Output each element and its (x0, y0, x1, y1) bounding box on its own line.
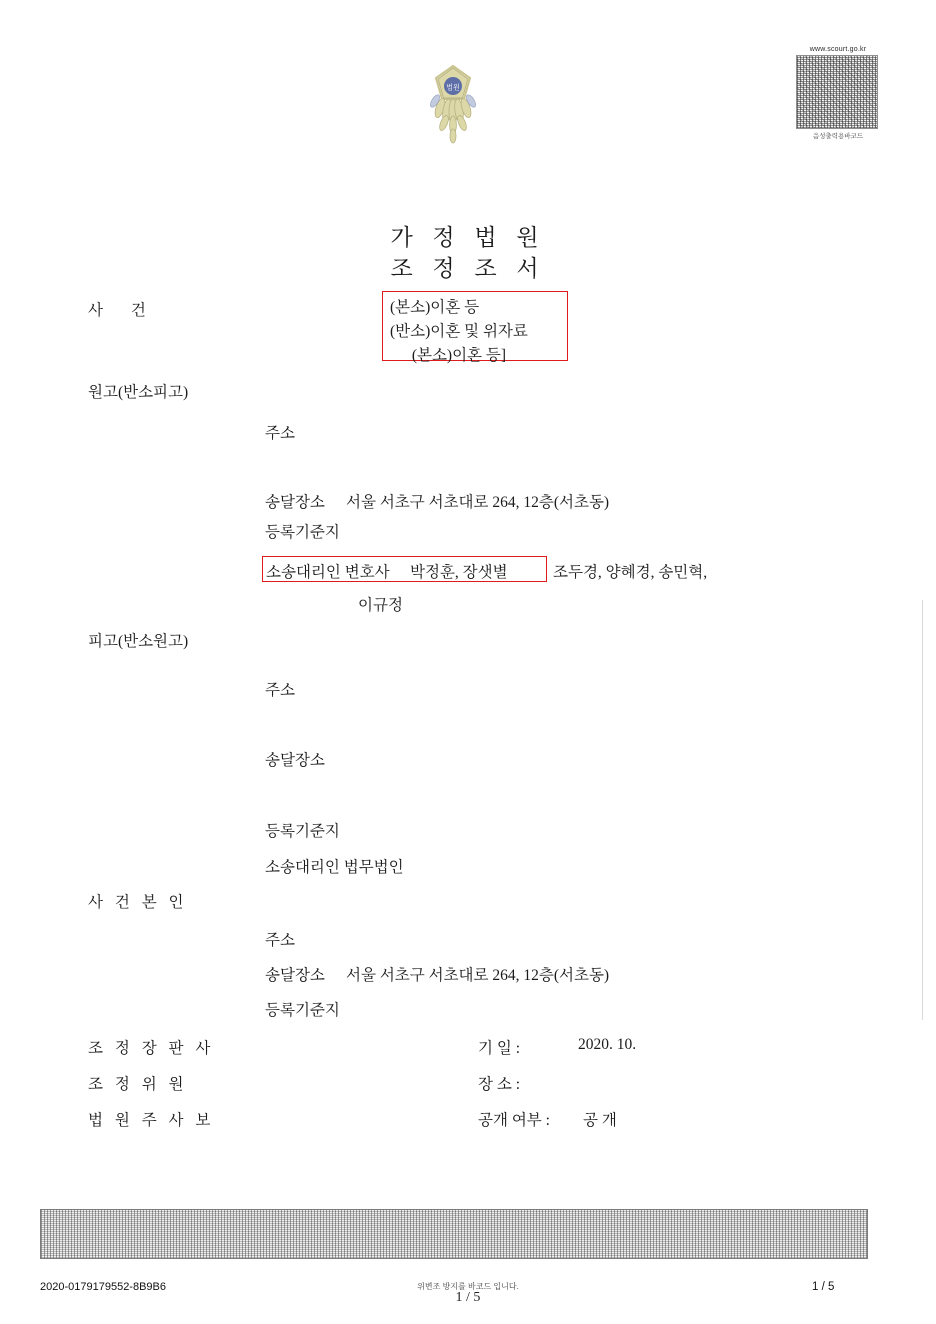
label-plaintiff: 원고(반소피고) (88, 384, 189, 401)
title-line-court: 가 정 법 원 (390, 225, 546, 250)
defendant-address-label: 주소 (265, 682, 295, 699)
session-open-value: 공 개 (583, 1112, 617, 1129)
party-delivery-value: 서울 서초구 서초대로 264, 12층(서초동) (346, 967, 610, 984)
plaintiff-address-label: 주소 (265, 425, 295, 442)
plaintiff-registry-label: 등록기준지 (265, 524, 340, 541)
session-date-value: 2020. 10. (578, 1036, 637, 1053)
page-edge-line (922, 600, 923, 1020)
scourt-barcode-block (796, 46, 880, 140)
party-address-label: 주소 (265, 932, 295, 949)
court-emblem-icon (418, 62, 488, 148)
plaintiff-delivery-value: 서울 서초구 서초대로 264, 12층(서초동) (346, 494, 610, 511)
defendant-registry-label: 등록기준지 (265, 823, 340, 840)
svg-text:법원: 법원 (446, 83, 460, 92)
case-value-block (390, 296, 528, 368)
label-party: 사 건 본 인 (88, 894, 188, 911)
title-line-doctype: 조 정 조 서 (390, 256, 546, 282)
plaintiff-delivery-label: 송달장소 (265, 494, 325, 511)
session-date-label: 기 일 : (478, 1040, 521, 1057)
scourt-url-text: www.scourt.go.kr (809, 46, 867, 53)
label-case: 사 건 (88, 302, 158, 319)
plaintiff-counsel-label: 소송대리인 변호사 (266, 564, 390, 581)
defendant-counsel-label: 소송대리인 법무법인 (265, 859, 404, 876)
plaintiff-counsel-highlight: 박정훈, 장샛별 (410, 564, 508, 581)
label-mediator: 조 정 위 원 (88, 1076, 188, 1093)
case-line-1: (본소)이혼 등 (390, 299, 480, 316)
case-line-3: (본소)이혼 등] (411, 347, 507, 365)
anti-forgery-notice: 위변조 방지를 바코드 입니다. (417, 1282, 519, 1291)
document-title (0, 222, 936, 284)
session-place-label: 장 소 : (478, 1076, 521, 1093)
page-number-right: 1 / 5 (812, 1281, 835, 1293)
anti-forgery-barcode (40, 1209, 868, 1259)
voice-barcode-image (796, 55, 878, 129)
plaintiff-counsel-rest: 조두경, 양혜경, 송민혁, (553, 564, 708, 581)
label-chief-judge: 조 정 장 판 사 (88, 1040, 215, 1057)
party-registry-label: 등록기준지 (265, 1002, 340, 1019)
page-number-center: 1 / 5 (455, 1290, 481, 1305)
defendant-delivery-label: 송달장소 (265, 752, 325, 769)
voice-barcode-caption: 음성출력용바코드 (812, 133, 864, 140)
label-defendant: 피고(반소원고) (88, 633, 189, 650)
label-clerk: 법 원 주 사 보 (88, 1112, 215, 1129)
session-open-label: 공개 여부 : (478, 1112, 550, 1129)
party-delivery-label: 송달장소 (265, 967, 325, 984)
case-line-2: (반소)이혼 및 위자료 (390, 323, 528, 341)
document-id: 2020-0179179552-8B9B6 (40, 1281, 167, 1293)
plaintiff-counsel-line2: 이규정 (358, 597, 403, 614)
